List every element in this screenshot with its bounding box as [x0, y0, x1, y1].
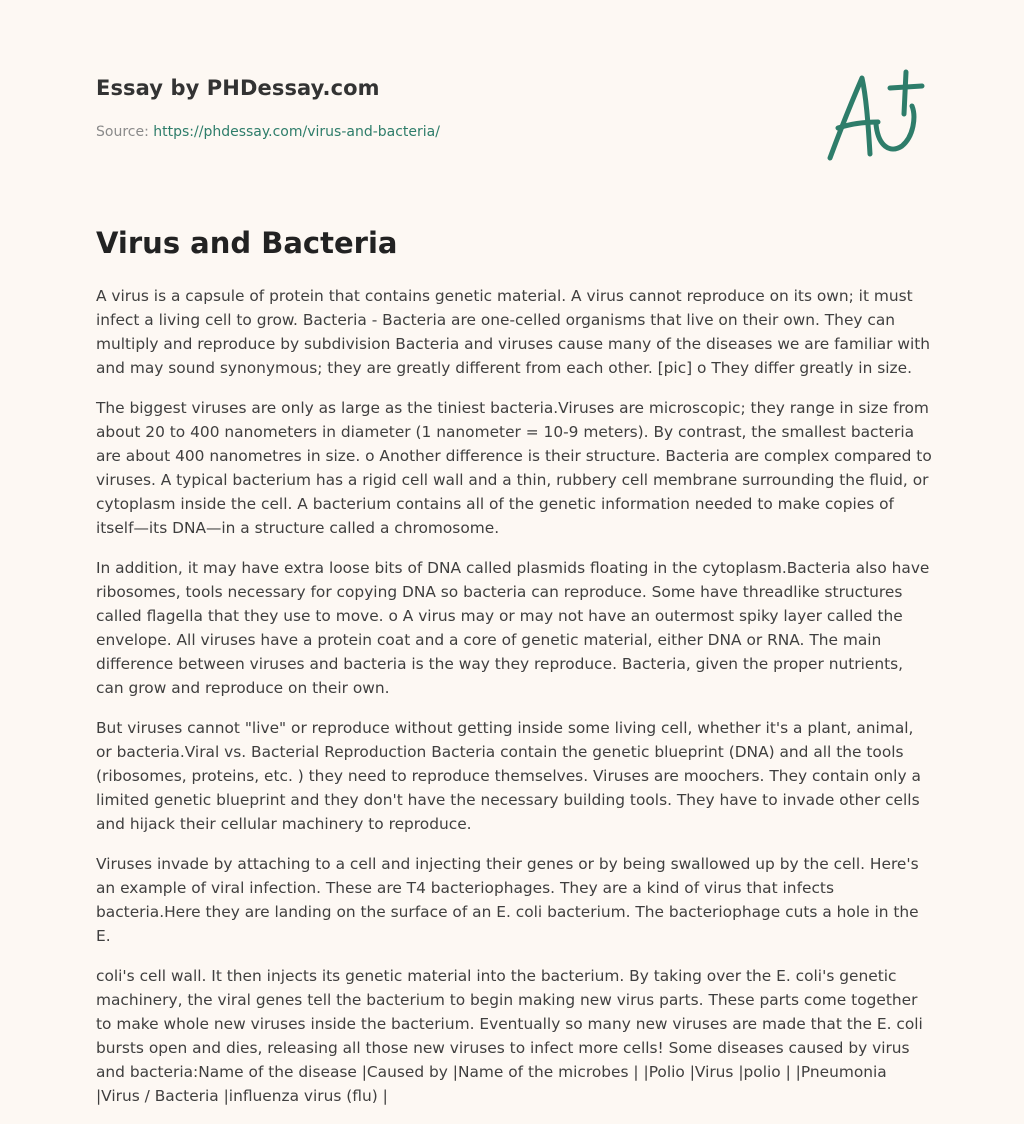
source-label: Source: [96, 124, 154, 140]
paragraph: In addition, it may have extra loose bits of DNA called plasmids floating in the cytoplasm.Bacteria also have ribosomes, tools necessary for copying DNA so bacteria can reproduce. Some have threadlike structures called flagella that they use to move. o A virus may or may not have an outermost spiky layer called the envelope. All viruses have a protein coat and a core of genetic material, either DNA or RNA. The main difference between viruses and bacteria is the way they reproduce. Bacteria, given the proper nutrients, can grow and reproduce on their own. [96, 559, 930, 697]
source-line [96, 124, 440, 140]
paragraph: The biggest viruses are only as large as the tiniest bacteria.Viruses are microscopic; they range in size from about 20 to 400 nanometers in diameter (1 nanometer = 10-9 meters). By contrast, the smallest bacteria are about 400 nanometres in size. o Another difference is their structure. Bacteria are complex compared to viruses. A typical bacterium has a rigid cell wall and a thin, rubbery cell membrane surrounding the fluid, or cytoplasm inside the cell. A bacterium contains all of the genetic information needed to make copies of itself—its DNA—in a structure called a chromosome. [96, 399, 932, 537]
paragraph: A virus is a capsule of protein that contains genetic material. A virus cannot reproduce on its own; it must infect a living cell to grow. Bacteria - Bacteria are one-celled organisms that live on their own. They can multiply and reproduce by subdivision Bacteria and viruses cause many of the diseases we are familiar with and may sound synonymous; they are greatly different from each other. [pic] o They differ greatly in size. [96, 287, 931, 377]
paragraph: coli's cell wall. It then injects its genetic material into the bacterium. By taking over the E. coli's genetic machinery, the viral genes tell the bacterium to begin making new virus parts. These parts come together to make whole new viruses inside the bacterium. Eventually so many new viruses are made that the E. coli bursts open and dies, releasing all those new viruses to infect more cells! Some diseases caused by virus and bacteria:Name of the disease |Caused by |Name of the microbes | |Polio |Virus |polio | |Pneumonia |Virus / Bacteria |influenza virus (flu) | [96, 967, 923, 1105]
source-link[interactable]: https://phdessay.com/virus-and-bacteria/ [153, 124, 440, 140]
paragraph: Viruses invade by attaching to a cell and injecting their genes or by being swallowed up by the cell. Here's an example of viral infection. These are T4 bacteriophages. They are a kind of virus that infects bacteria.Here they are landing on the surface of an E. coli bacterium. The bacteriophage cuts a hole in the E. [96, 855, 919, 945]
a-plus-logo-icon [820, 66, 930, 166]
brand-title: Essay by PHDessay.com [96, 76, 380, 100]
site-header [96, 76, 696, 100]
essay-title: Virus and Bacteria [96, 226, 398, 260]
essay-body [96, 284, 932, 1124]
paragraph: But viruses cannot "live" or reproduce without getting inside some living cell, whether it's a plant, animal, or bacteria.Viral vs. Bacterial Reproduction Bacteria contain the genetic blueprint (DNA) and all the tools (ribosomes, proteins, etc. ) they need to reproduce themselves. Viruses are moochers. They contain only a limited genetic blueprint and they don't have the necessary building tools. They have to invade other cells and hijack their cellular machinery to reproduce. [96, 719, 921, 833]
